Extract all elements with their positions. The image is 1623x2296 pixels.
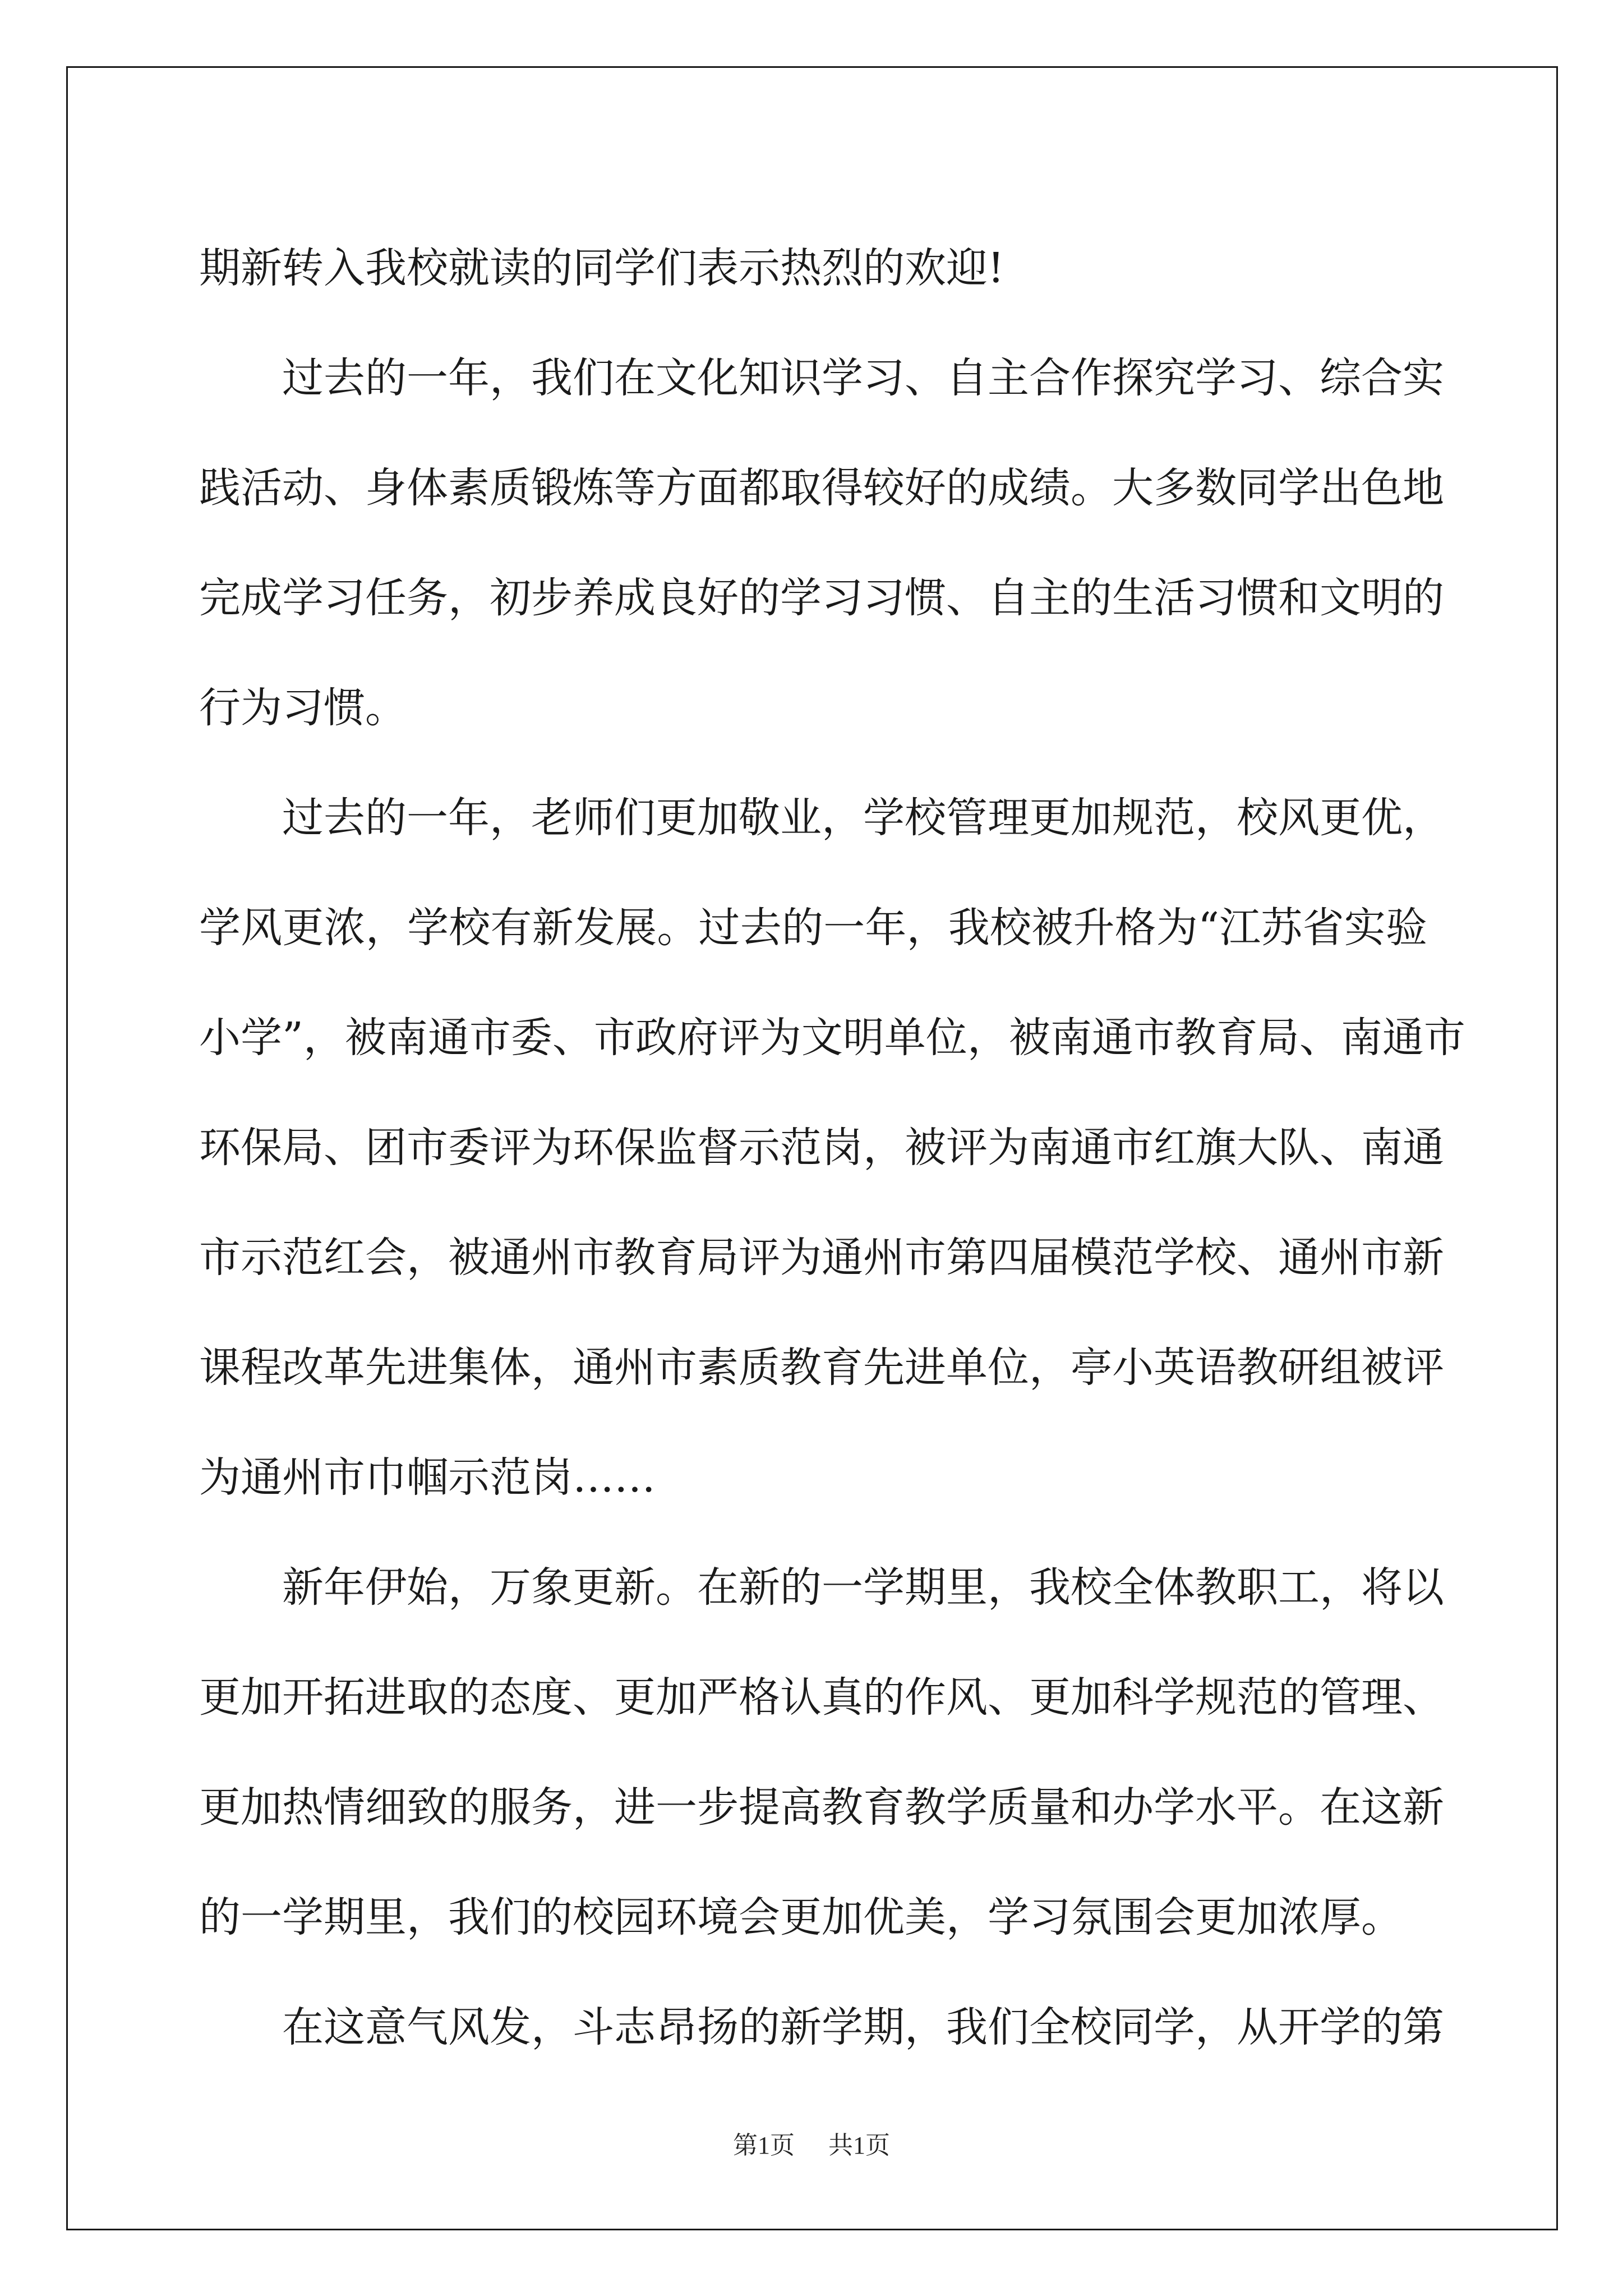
text-line: 环保局、团市委评为环保监督示范岗，被评为南通市红旗大队、南通 — [199, 1124, 1444, 1172]
text-line: 过去的一年，老师们更加敬业，学校管理更加规范，校风更优， — [282, 794, 1444, 842]
text-line: 更加热情细致的服务，进一步提高教育教学质量和办学水平。在这新 — [199, 1783, 1444, 1832]
text-line: 学风更浓，学校有新发展。过去的一年，我校被升格为“江苏省实验 — [199, 904, 1427, 952]
page-number: 第1页 — [733, 2132, 795, 2159]
text-line: 小学”，被南通市委、市政府评为文明单位，被南通市教育局、南通市 — [199, 1014, 1465, 1062]
text-line: 课程改革先进集体，通州市素质教育先进单位，亭小英语教研组被评 — [199, 1343, 1444, 1392]
text-line: 的一学期里，我们的校园环境会更加优美，学习氛围会更加浓厚。 — [199, 1893, 1403, 1941]
text-line: 行为习惯。 — [199, 684, 407, 732]
document-body — [199, 213, 1465, 2082]
text-line: 完成学习任务，初步养成良好的学习习惯、自主的生活习惯和文明的 — [199, 574, 1444, 622]
page-total: 共1页 — [828, 2132, 890, 2159]
page-footer — [0, 2125, 1623, 2161]
text-line: 践活动、身体素质锻炼等方面都取得较好的成绩。大多数同学出色地 — [199, 464, 1444, 512]
text-line: 在这意气风发，斗志昂扬的新学期，我们全校同学，从开学的第 — [282, 2003, 1444, 2051]
text-line: 新年伊始，万象更新。在新的一学期里，我校全体教职工，将以 — [282, 1563, 1444, 1612]
text-line: 为通州市巾帼示范岗…… — [199, 1453, 656, 1502]
text-line: 更加开拓进取的态度、更加严格认真的作风、更加科学规范的管理、 — [199, 1673, 1444, 1722]
text-line: 期新转入我校就读的同学们表示热烈的欢迎! — [199, 244, 1004, 292]
text-line: 市示范红会，被通州市教育局评为通州市第四届模范学校、通州市新 — [199, 1234, 1444, 1282]
text-line: 过去的一年，我们在文化知识学习、自主合作探究学习、综合实 — [282, 354, 1444, 402]
